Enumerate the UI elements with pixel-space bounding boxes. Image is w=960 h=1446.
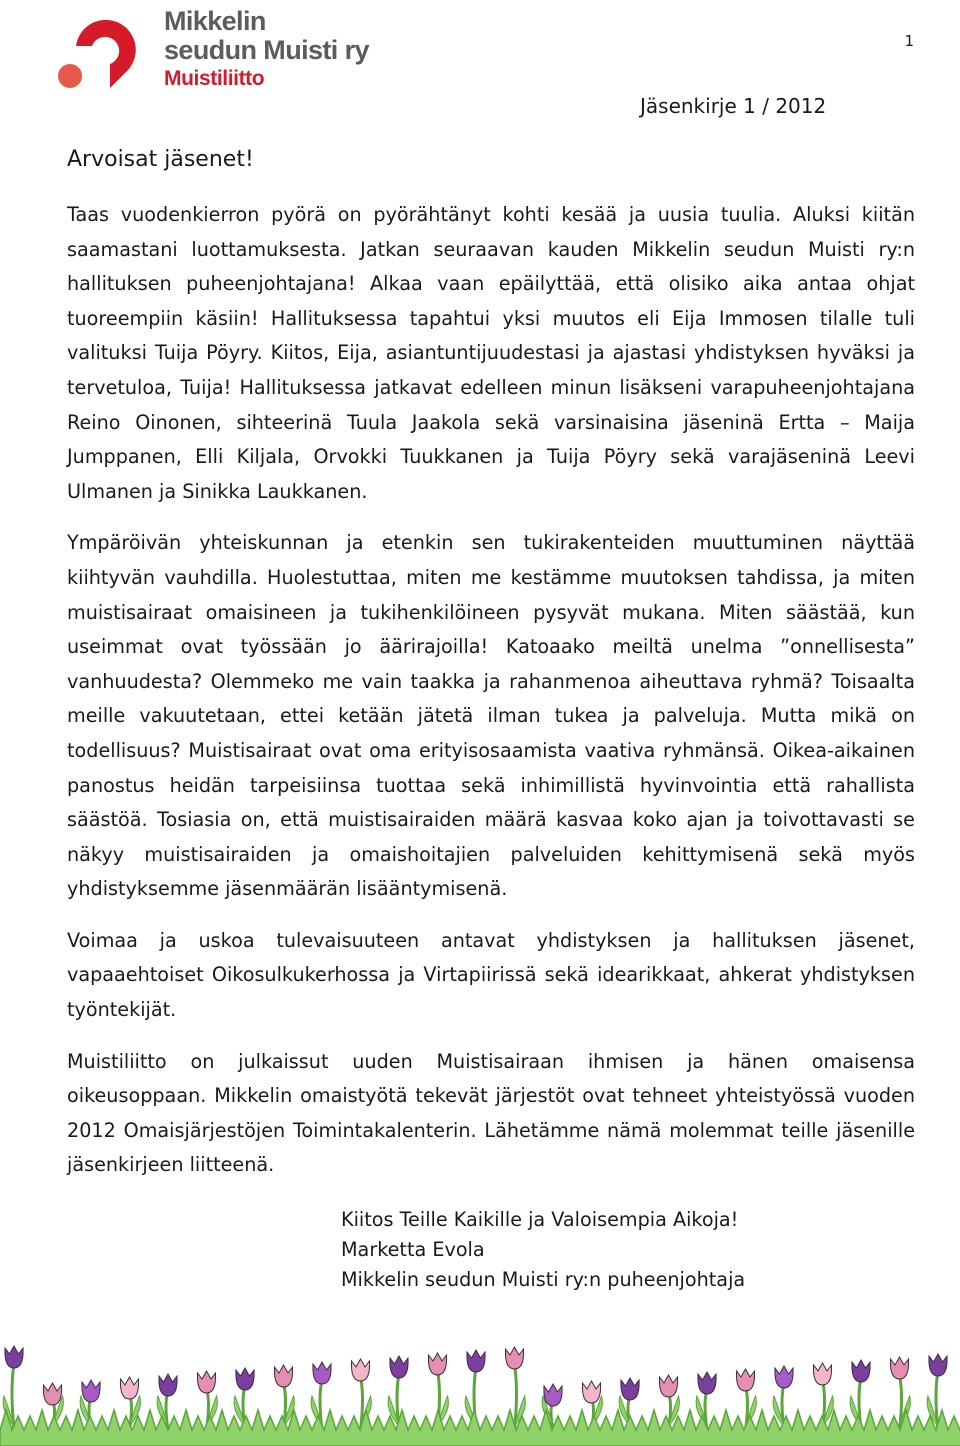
signature-name: Marketta Evola: [341, 1238, 485, 1261]
salutation: Arvoisat jäsenet!: [67, 147, 254, 172]
logo-text-line1: Mikkelin: [164, 6, 266, 36]
signature-title: Mikkelin seudun Muisti ry:n puheenjohtaja: [341, 1268, 746, 1291]
signature-greeting: Kiitos Teille Kaikille ja Valoisempia Aikoja!: [341, 1208, 739, 1231]
organization-logo-icon: [56, 2, 152, 98]
paragraph-board: Taas vuodenkierron pyörä on pyörähtänyt kohti kesää ja uusia tuulia. Aluksi kiitän saamastani luottamuksesta. Jatkan seuraavan kauden Mikkelin seudun Muisti ry:n hallituksen puheenjohtajana! Alkaa vaan epäilyttää, että olisiko aika antaa ohjat tuoreempiin käsiin! Hallituksessa tapahtui yksi muutos eli Eija Immosen tilalle tuli valituksi Tuija Pöyry. Kiitos, Eija, asiantuntijuudestasi ja ajastasi yhdistyksen hyväksi ja tervetuloa, Tuija! Hallituksessa jatkavat edelleen minun lisäkseni varapuheenjohtajana Reino Oinonen, sihteerinä Tuula Jaakola sekä varsinaisina jäseninä Ertta – Maija Jumppanen, Elli Kiljala, Orvokki Tuukkanen ja Tuija Pöyry sekä varajäseninä Leevi Ulmanen ja Sinikka Laukkanen.: [67, 203, 915, 503]
page-number: 1: [904, 32, 914, 50]
paragraph-attachments: Muistiliitto on julkaissut uuden Muistisairaan ihmisen ja hänen omaisensa oikeusoppaan. Mikkelin omaistyötä tekevät järjestöt ovat tehneet yhteistyössä vuoden 2012 Omaisjärjestöjen Toimintakalenterin. Lähetämme nämä molemmat teille jäsenille jäsenkirjeen liitteenä.: [67, 1049, 915, 1177]
paragraph-society: Ympäröivän yhteiskunnan ja etenkin sen tukirakenteiden muuttuminen näyttää kiihtyvän vauhdilla. Huolestuttaa, miten me kestämme muutoksen tahdissa, ja miten muistisairaat omaisineen ja tukihenkilöineen pysyvät mukana. Miten säästää, kun useimmat ovat työssään jo äärirajoilla! Katoaako meiltä unelma ”onnellisesta” vanhuudesta? Olemmeko me vain taakka ja rahanmenoa aiheuttava ryhmä? Toisaalta meille vakuutetaan, ettei ketään jätetä ilman tukea ja palveluja. Mutta mikä on todellisuus? Muistisairaat ovat oma erityisosaamista vaativa ryhmänsä. Oikea-aikainen panostus heidän tarpeisiinsa tuottaa sekä inhimillistä hyvinvointia että rahallista säästöä. Tosiasia on, että muistisairaiden määrä kasvaa koko ajan ja toivottavasti se näkyy muistisairaiden ja omaishoitajien palveluiden kehittymisenä sekä myös yhdistyksemme jäsenmäärän lisääntymisenä.: [67, 531, 915, 901]
signature-block: [341, 1205, 745, 1295]
paragraph-thanks: Voimaa ja uskoa tulevaisuuteen antavat yhdistyksen ja hallituksen jäsenet, vapaaehtoiset Oikosulkukerhossa ja Virtapiirissä sekä idearikkaat, ahkerat yhdistyksen työntekijät.: [67, 928, 915, 1022]
logo-text-line3: Muistiliitto: [164, 67, 265, 90]
letter-body: [67, 198, 915, 1200]
logo-text-line2: seudun Muisti ry: [164, 35, 369, 65]
letter-identifier: Jäsenkirje 1 / 2012: [640, 94, 827, 118]
tulip-border-icon: [0, 1330, 960, 1446]
organization-logo: [56, 2, 376, 98]
